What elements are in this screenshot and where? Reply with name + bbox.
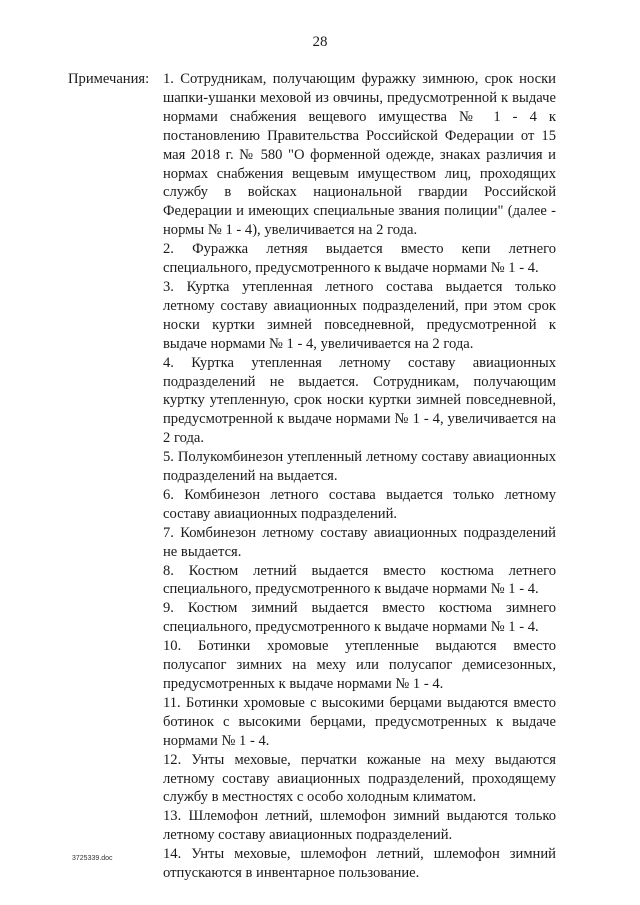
- notes-list: [163, 70, 556, 883]
- note-item: 6. Комбинезон летного состава выдается только летному составу авиационных подразделений.: [163, 486, 556, 522]
- note-item: 12. Унты меховые, перчатки кожаные на меху выдаются летному составу авиационных подразделений, проходящему службу в местностях с особо холодным климатом.: [163, 751, 556, 806]
- footer-file-code: 3725339.doc: [72, 855, 113, 862]
- note-item: 1. Сотрудникам, получающим фуражку зимнюю, срок носки шапки-ушанки меховой из овчины, предусмотренной к выдаче нормами снабжения вещевого имущества № 1 - 4 к постановлению Правительства Российской Федерации от 15 мая 2018 г. № 580 "О форменной одежде, знаках различия и нормах снабжения вещевым имуществом лиц, проходящих службу в войсках национальной гвардии Российской Федерации и имеющих специальные звания полиции" (далее - нормы № 1 - 4), увеличивается на 2 года.: [163, 71, 556, 239]
- note-item: 9. Костюм зимний выдается вместо костюма зимнего специального, предусмотренного к выдаче нормами № 1 - 4.: [163, 600, 556, 636]
- note-item: 11. Ботинки хромовые с высокими берцами выдаются вместо ботинок с высокими берцами, предусмотренных к выдаче нормами № 1 - 4.: [163, 694, 556, 749]
- note-item: 10. Ботинки хромовые утепленные выдаются вместо полусапог зимних на меху или полусапог демисезонных, предусмотренных к выдаче нормами № 1 - 4.: [163, 638, 556, 692]
- note-item: 14. Унты меховые, шлемофон летний, шлемофон зимний отпускаются в инвентарное пользование.: [163, 846, 556, 882]
- note-item: 8. Костюм летний выдается вместо костюма летнего специального, предусмотренного к выдаче нормами № 1 - 4.: [163, 562, 556, 598]
- note-item: 13. Шлемофон летний, шлемофон зимний выдаются только летному составу авиационных подразделений.: [163, 808, 556, 844]
- notes-label: Примечания:: [68, 71, 150, 87]
- note-item: 5. Полукомбинезон утепленный летному составу авиационных подразделений на выдается.: [163, 449, 556, 485]
- note-item: 4. Куртка утепленная летному составу авиационных подразделений не выдается. Сотрудникам, получающим куртку утепленную, срок носки куртки зимней повседневной, предусмотренной к выдаче нормами № 1 - 4, увеличивается на 2 года.: [163, 354, 556, 447]
- note-item: 3. Куртка утепленная летного состава выдается только летному составу авиационных подразделений, при этом срок носки куртки зимней повседневной, предусмотренной к выдаче нормами № 1 - 4, увеличивается на 2 года.: [163, 278, 556, 352]
- page-number: 28: [312, 34, 328, 50]
- note-item: 7. Комбинезон летному составу авиационных подразделений не выдается.: [163, 524, 556, 560]
- note-item: 2. Фуражка летняя выдается вместо кепи летнего специального, предусмотренного к выдаче нормами № 1 - 4.: [163, 241, 556, 277]
